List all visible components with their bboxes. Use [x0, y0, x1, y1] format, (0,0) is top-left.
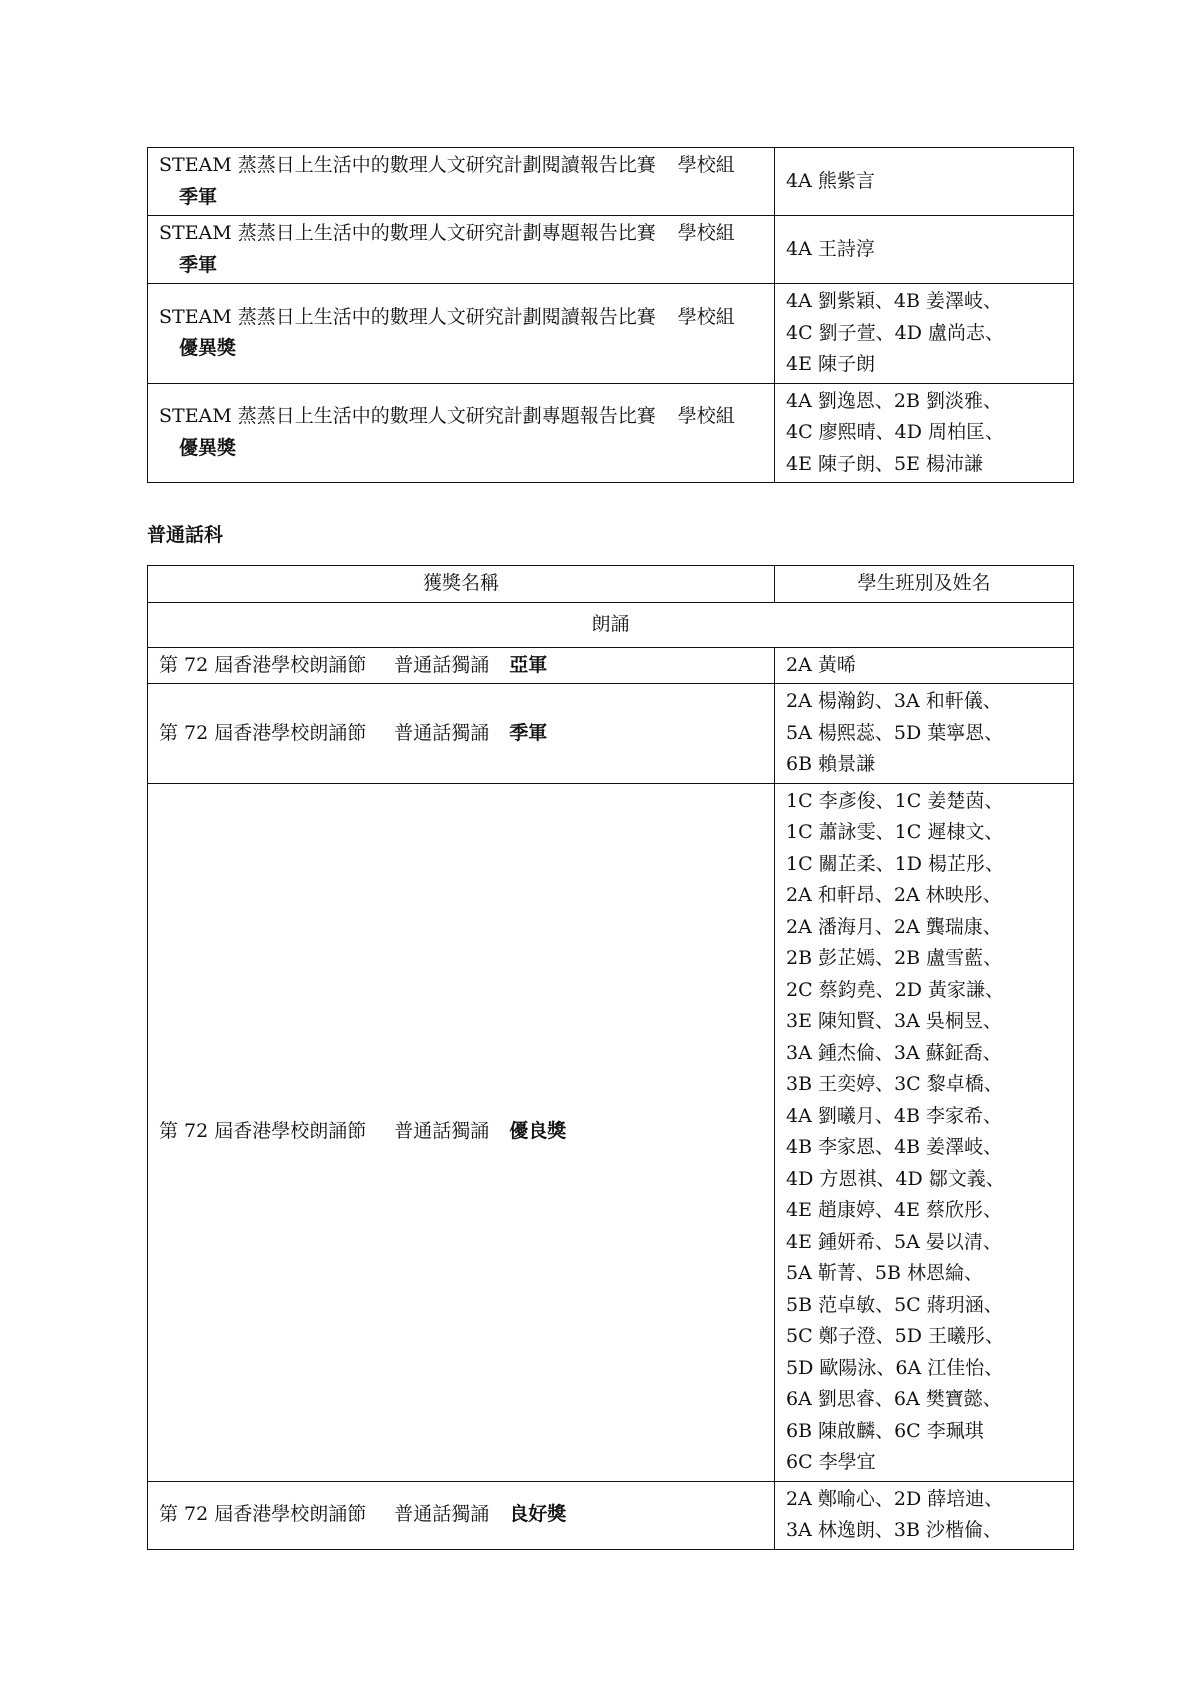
student-line: 4D 方恩祺、4D 鄒文義、: [786, 1167, 1005, 1190]
award-level: 季軍: [179, 185, 218, 208]
group-name: 學校組: [677, 405, 735, 428]
table-row: [148, 684, 1074, 784]
event-name: 第 72 屆香港學校朗誦節: [159, 1120, 367, 1143]
award-level: 優異獎: [179, 337, 237, 360]
student-line: 2B 彭芷嫣、2B 盧雪藍、: [786, 947, 1003, 969]
student-line: 5C 鄭子澄、5D 王曦彤、: [786, 1325, 1005, 1347]
student-line: 6C 李學宜: [786, 1451, 876, 1473]
table-row: [148, 216, 1074, 284]
table-row: [148, 148, 1074, 216]
putonghua-awards-table: [147, 565, 1074, 1550]
competition-name: STEAM 蒸蒸日上生活中的數理人文研究計劃專題報告比賽: [159, 222, 656, 244]
competition-name: STEAM 蒸蒸日上生活中的數理人文研究計劃閱讀報告比賽: [159, 154, 656, 176]
event-name: 第 72 屆香港學校朗誦節: [159, 653, 367, 676]
students-cell: [775, 647, 1074, 684]
competition-name: STEAM 蒸蒸日上生活中的數理人文研究計劃專題報告比賽: [159, 405, 656, 428]
student-line: 4E 鍾妍希、5A 晏以清、: [786, 1230, 1002, 1253]
section-label: 朗誦: [148, 602, 1074, 647]
student-line: 2A 和軒昂、2A 林映彤、: [786, 884, 1002, 906]
award-cell: [148, 647, 775, 684]
student-line: 3A 鍾杰倫、3A 蘇鉦喬、: [786, 1041, 1002, 1064]
student-line: 4C 劉子萱、4D 盧尚志、: [786, 321, 1005, 344]
award-cell: [148, 1481, 775, 1549]
student-line: 5B 范卓敏、5C 蔣玥涵、: [786, 1293, 1003, 1316]
group-name: 學校組: [677, 154, 735, 176]
student-line: 6A 劉思睿、6A 樊寶懿、: [786, 1388, 1002, 1410]
student-line: 3A 林逸朗、3B 沙楷倫、: [786, 1519, 1002, 1541]
group-name: 學校組: [677, 305, 735, 328]
student-line: 2C 蔡鈞堯、2D 黃家謙、: [786, 978, 1005, 1001]
award-cell: [148, 383, 775, 483]
students-cell: [775, 1481, 1074, 1549]
students-cell: [775, 216, 1074, 284]
category-name: 普通話獨誦: [394, 653, 490, 676]
student-line: 4E 陳子朗、5E 楊沛謙: [786, 452, 983, 475]
steam-awards-section: [147, 147, 1062, 483]
table-row: [148, 284, 1074, 384]
student-line: 4C 廖熙晴、4D 周柏匡、: [786, 421, 1005, 443]
award-cell: [148, 148, 775, 216]
student-line: 6B 賴景謙: [786, 753, 876, 775]
category-name: 普通話獨誦: [394, 721, 490, 744]
table-row: [148, 383, 1074, 483]
student-line: 1C 李彥俊、1C 姜楚茵、: [786, 789, 1004, 812]
student-line: 4E 趙康婷、4E 蔡欣彤、: [786, 1199, 1002, 1221]
student-line: 2A 楊瀚鈞、3A 和軒儀、: [786, 690, 1002, 712]
award-level: 季軍: [509, 721, 548, 744]
student-line: 1C 蕭詠雯、1C 遲棣文、: [786, 821, 1004, 843]
award-level: 良好獎: [509, 1503, 567, 1526]
student-line: 4A 劉曦月、4B 李家希、: [786, 1104, 1002, 1127]
award-cell: [148, 216, 775, 284]
students-cell: [775, 284, 1074, 384]
steam-awards-table: [147, 147, 1074, 483]
award-level: 季軍: [179, 253, 218, 276]
column-header-award: 獲獎名稱: [148, 566, 775, 603]
student-line: 4A 熊紫言: [786, 169, 875, 192]
award-cell: [148, 684, 775, 784]
award-cell: [148, 783, 775, 1481]
putonghua-heading: 普通話科: [147, 524, 224, 546]
award-level: 優良獎: [509, 1120, 567, 1143]
award-cell: [148, 284, 775, 384]
student-line: 2A 鄭喻心、2D 薛培迪、: [786, 1487, 1004, 1510]
student-line: 1C 關芷柔、1D 楊芷彤、: [786, 852, 1005, 875]
student-line: 2A 潘海月、2A 龔瑞康、: [786, 915, 1002, 938]
student-line: 4B 李家恩、4B 姜澤岐、: [786, 1136, 1003, 1158]
event-name: 第 72 屆香港學校朗誦節: [159, 721, 367, 744]
event-name: 第 72 屆香港學校朗誦節: [159, 1503, 367, 1526]
students-cell: [775, 783, 1074, 1481]
student-line: 4A 劉紫穎、4B 姜澤岐、: [786, 290, 1002, 312]
students-cell: [775, 148, 1074, 216]
students-cell: [775, 684, 1074, 784]
student-line: 5A 楊熙蕊、5D 葉寧恩、: [786, 721, 1004, 744]
putonghua-section: [147, 565, 1074, 1550]
section-row-recitation: [148, 602, 1074, 647]
student-line: 4A 王詩淳: [786, 237, 875, 260]
table-header-row: [148, 566, 1074, 603]
student-line: 4A 劉逸恩、2B 劉淡雅、: [786, 389, 1002, 412]
award-level: 優異獎: [179, 436, 237, 459]
competition-name: STEAM 蒸蒸日上生活中的數理人文研究計劃閱讀報告比賽: [159, 305, 656, 328]
student-line: 5A 靳菁、5B 林恩綸、: [786, 1262, 983, 1284]
column-header-students: 學生班別及姓名: [775, 566, 1074, 603]
category-name: 普通話獨誦: [394, 1120, 490, 1143]
student-line: 5D 歐陽泳、6A 江佳怡、: [786, 1356, 1004, 1379]
students-cell: [775, 383, 1074, 483]
student-line: 2A 黃晞: [786, 653, 856, 676]
table-row: [148, 783, 1074, 1481]
group-name: 學校組: [677, 222, 735, 244]
student-line: 3E 陳知賢、3A 吳桐昱、: [786, 1010, 1002, 1032]
category-name: 普通話獨誦: [394, 1503, 490, 1526]
table-row: [148, 1481, 1074, 1549]
student-line: 3B 王奕婷、3C 黎卓橋、: [786, 1073, 1003, 1095]
student-line: 6B 陳啟麟、6C 李珮琪: [786, 1419, 984, 1442]
award-level: 亞軍: [509, 653, 548, 676]
table-row: [148, 647, 1074, 684]
student-line: 4E 陳子朗: [786, 353, 875, 375]
